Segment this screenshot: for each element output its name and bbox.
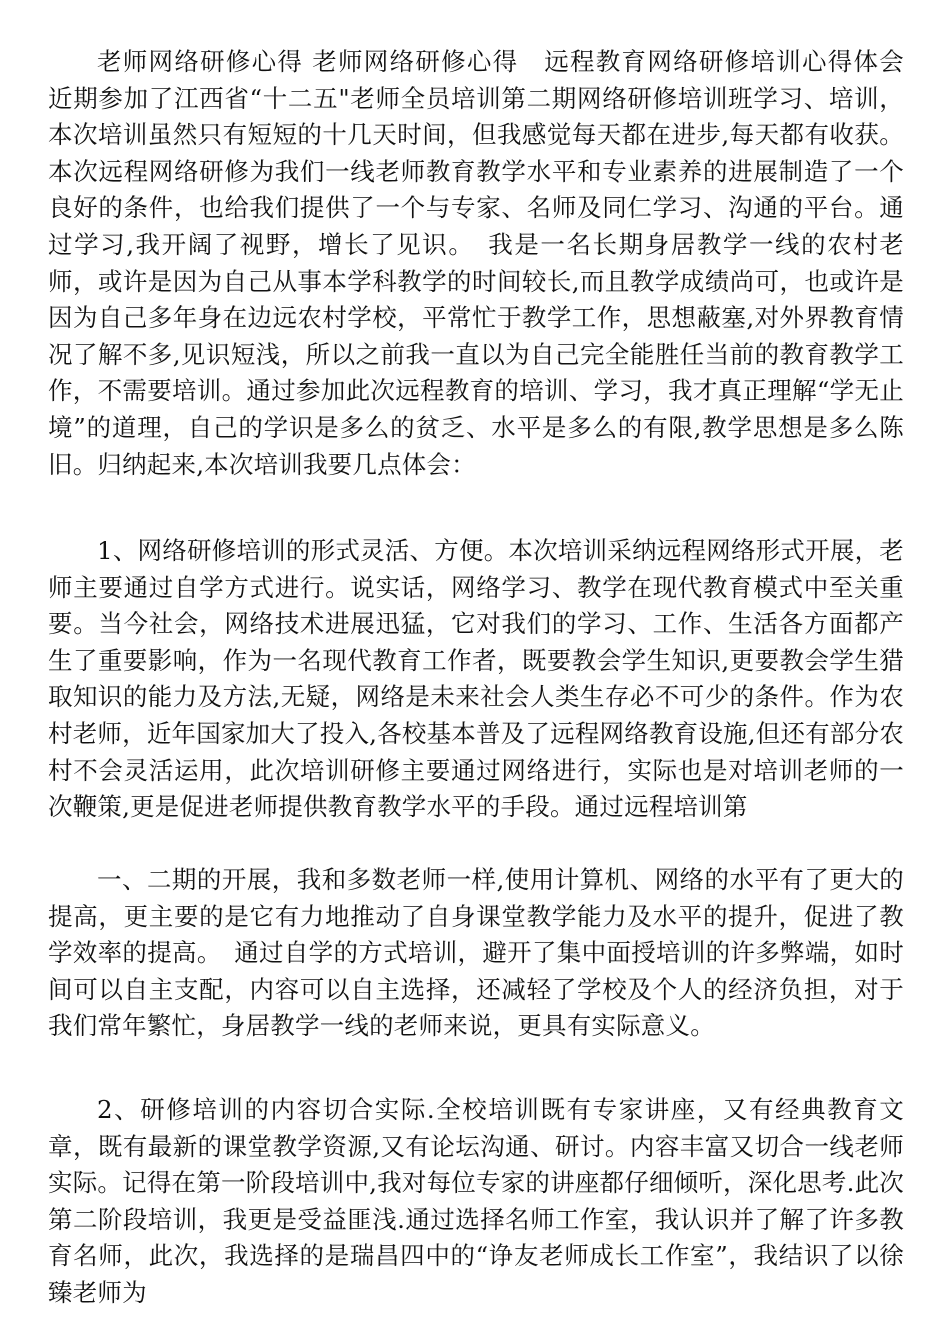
paragraph-point-2: 2、研修培训的内容切合实际.全校培训既有专家讲座，又有经典教育文章，既有最新的课堂教学资源,又有论坛沟通、研讨。内容丰富又切合一线老师实际。记得在第一阶段培训中,我对每位专家的讲座都仔细倾听，深化思考.此次第二阶段培训，我更是受益匪浅.通过选择名师工作室，我认识并了解了许多教育名师，此次，我选择的是瑞昌四中的“诤友老师成长工作室”，我结识了以徐臻老师为	[48, 1095, 904, 1307]
paragraph-point-1: 1、网络研修培训的形式灵活、方便。本次培训采纳远程网络形式开展，老师主要通过自学方式进行。说实话，网络学习、教学在现代教育模式中至关重要。当今社会，网络技术进展迅猛，它对我们的学习、工作、生活各方面都产生了重要影响，作为一名现代教育工作者，既要教会学生知识,更要教会学生猎取知识的能力及方法,无疑，网络是未来社会人类生存必不可少的条件。作为农村老师，近年国家加大了投入,各校基本普及了远程网络教育设施,但还有部分农村不会灵活运用，此次培训研修主要通过网络进行，实际也是对培训老师的一次鞭策,更是促进老师提供教育教学水平的手段。通过远程培训第	[48, 536, 904, 822]
paragraph-point-1-continued: 一、二期的开展，我和多数老师一样,使用计算机、网络的水平有了更大的提高，更主要的是它有力地推动了自身课堂教学能力及水平的提升，促进了教学效率的提高。 通过自学的方式培训，避开了集中面授培训的许多弊端，如时间可以自主支配，内容可以自主选择，还减轻了学校及个人的经济负担，对于我们常年繁忙，身居教学一线的老师来说，更具有实际意义。	[48, 865, 904, 1041]
paragraph-intro: 老师网络研修心得 老师网络研修心得 远程教育网络研修培训心得体会 近期参加了江西省“十二五"老师全员培训第二期网络研修培训班学习、培训，本次培训虽然只有短短的十几天时间，但我感觉每天都在进步,每天都有收获。本次远程网络研修为我们一线老师教育教学水平和专业素养的进展制造了一个良好的条件，也给我们提供了一个与专家、名师及同仁学习、沟通的平台。通过学习,我开阔了视野，增长了见识。 我是一名长期身居教学一线的农村老师，或许是因为自己从事本学科教学的时间较长,而且教学成绩尚可，也或许是因为自己多年身在边远农村学校，平常忙于教学工作，思想蔽塞,对外界教育情况了解不多,见识短浅，所以之前我一直以为自己完全能胜任当前的教育教学工作，不需要培训。通过参加此次远程教育的培训、学习，我才真正理解“学无止境”的道理，自己的学识是多么的贫乏、水平是多么的有限,教学思想是多么陈旧。归纳起来,本次培训我要几点体会：	[48, 47, 929, 479]
